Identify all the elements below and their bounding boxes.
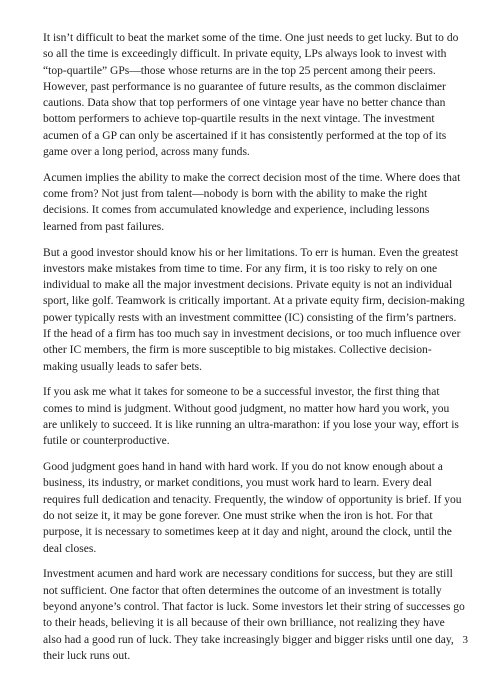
paragraph-4: If you ask me what it takes for someone to be a successful investor, the first thing that comes to mind is judgment. Without good judgment, no matter how hard you work, you are unlikely to succeed. It is like running an ultra-marathon: if you lose your way, effort is futile or counterproductive. — [43, 386, 459, 448]
paragraph-1: It isn’t difficult to beat the market some of the time. One just needs to get lucky. But to do so all the time is exceedingly difficult. In private equity, LPs always look to invest with “top-quartile” GPs—those whose returns are in the top 25 percent among their peers. However, past performance is no guarantee of future results, as the common disclaimer cautions. Data show that top performers of one vintage year have no better chance than bottom performers to achieve top-quartile results in the next vintage. The investment acumen of a GP can only be ascertained if it has consistently performed at the top of its game over a long period, across many funds. — [43, 32, 459, 159]
paragraph-6: Investment acumen and hard work are necessary conditions for success, but they are still not sufficient. One factor that often determines the outcome of an investment is totally beyond anyone’s control. That factor is luck. Some investors let their string of successes go to their heads, believing it is all because of their own brilliance, not realizing they have also had a good run of luck. They take increasingly bigger and bigger risks until one day, their luck runs out. — [43, 568, 465, 662]
paragraph-2: Acumen implies the ability to make the correct decision most of the time. Where does that come from? Not just from talent—nobody is born with the ability to make the right decisions. It comes from accumulated knowledge and experience, including lessons learned from past failures. — [43, 171, 461, 233]
body-text — [43, 30, 466, 674]
paragraph-5: Good judgment goes hand in hand with hard work. If you do not know enough about a business, its industry, or market conditions, you must work hard to learn. Every deal requires full dedication and tenacity. Frequently, the window of opportunity is brief. If you do not seize it, it may be gone forever. One must strike when the iron is hot. For that purpose, it is necessary to sometimes keep at it day and night, around the clock, until the deal closes. — [43, 461, 462, 555]
page-number: 3 — [462, 634, 468, 646]
paragraph-3: But a good investor should know his or her limitations. To err is human. Even the greatest investors make mistakes from time to time. For any firm, it is too risky to rely on one individual to make all the major investment decisions. Private equity is not an individual sport, like golf. Teamwork is critically important. At a private equity firm, decision-making power typically rests with an investment committee (IC) consisting of the firm’s partners. If the head of a firm has too much say in investment decisions, or too much influence over other IC members, the firm is more susceptible to big mistakes. Collective decision-making usually leads to safer bets. — [43, 246, 465, 373]
